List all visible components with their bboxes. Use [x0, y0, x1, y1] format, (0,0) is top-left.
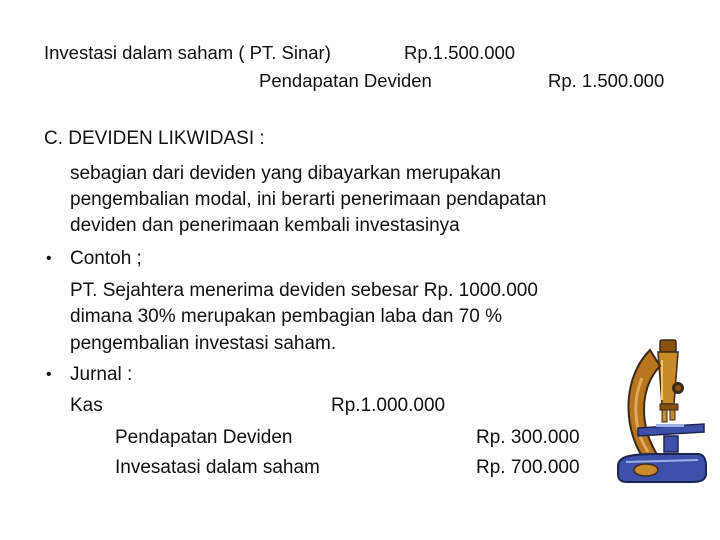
journal-credit-account-1: Pendapatan Deviden	[115, 427, 293, 448]
journal-label: Jurnal :	[70, 364, 133, 385]
example-bullet: •	[46, 250, 52, 267]
journal-credit-account-2: Invesatasi dalam saham	[115, 457, 320, 478]
journal-debit-amount: Rp.1.000.000	[331, 395, 446, 416]
example-line-3: pengembalian investasi saham.	[70, 333, 337, 354]
definition-line-1: sebagian dari deviden yang dibayarkan merupakan	[70, 163, 501, 184]
definition-line-2: pengembalian modal, ini berarti penerimaan pendapatan	[70, 189, 547, 210]
top-credit-amount: Rp. 1.500.000	[548, 70, 665, 91]
journal-debit-account: Kas	[70, 395, 103, 416]
top-debit-account: Investasi dalam saham ( PT. Sinar)	[44, 42, 331, 63]
journal-bullet: •	[46, 366, 52, 383]
section-heading: C. DEVIDEN LIKWIDASI :	[44, 128, 265, 149]
example-line-1: PT. Sejahtera menerima deviden sebesar Rp. 1000.000	[70, 280, 538, 301]
journal-credit-amount-1: Rp. 300.000	[476, 427, 580, 448]
example-label: Contoh ;	[70, 248, 142, 269]
microscope-icon	[612, 338, 708, 486]
example-line-2: dimana 30% merupakan pembagian laba dan 70 %	[70, 306, 503, 327]
journal-credit-amount-2: Rp. 700.000	[476, 457, 580, 478]
top-debit-amount: Rp.1.500.000	[404, 42, 516, 63]
definition-line-3: deviden dan penerimaan kembali investasinya	[70, 215, 460, 236]
top-credit-account: Pendapatan Deviden	[259, 70, 432, 91]
